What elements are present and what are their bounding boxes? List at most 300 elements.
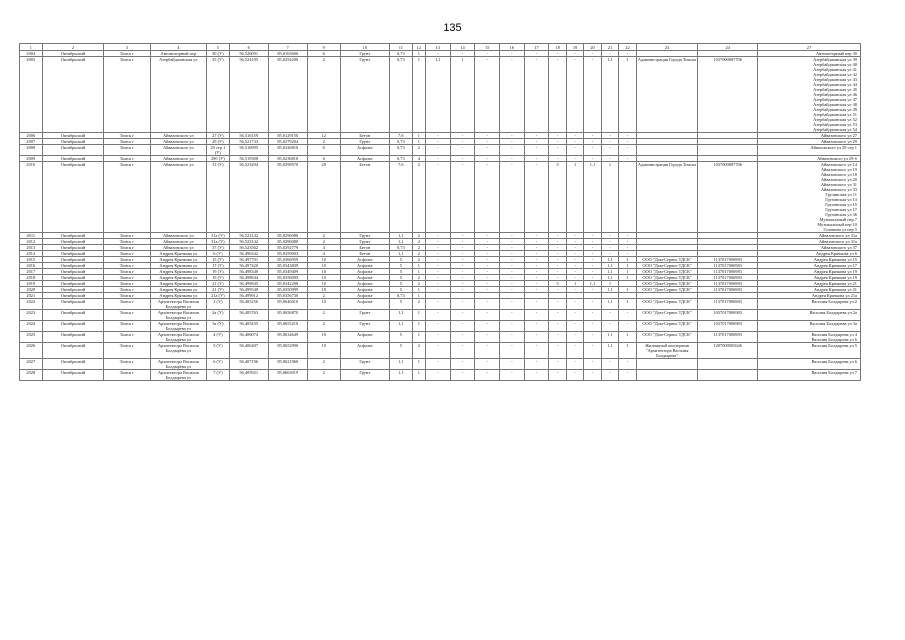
table-cell: Архитектора Василия Болдырева ул bbox=[150, 359, 207, 370]
table-cell: - bbox=[500, 139, 525, 145]
table-cell: - bbox=[549, 145, 566, 156]
table-cell bbox=[698, 145, 758, 156]
table-cell: Бетон bbox=[340, 245, 389, 251]
table-cell: 2 bbox=[412, 281, 425, 287]
table-cell: 2025 bbox=[20, 332, 43, 343]
column-header: 12 bbox=[412, 44, 425, 51]
table-cell: Асфальт bbox=[340, 332, 389, 343]
table-cell: Асфальт bbox=[340, 263, 389, 269]
table-cell: Архитектора Василия Болдырева ул bbox=[150, 343, 207, 359]
table-cell: 56,499540 bbox=[229, 287, 268, 293]
table-cell: - bbox=[619, 370, 636, 381]
table-cell: 2021 bbox=[20, 293, 43, 299]
table-cell: - bbox=[524, 257, 549, 263]
table-cell: 85,0655210 bbox=[268, 321, 307, 332]
table-cell: - bbox=[549, 57, 566, 133]
table-cell: Октябрьский bbox=[42, 239, 104, 245]
table-cell: 2015 bbox=[20, 257, 43, 263]
table-cell: - bbox=[524, 245, 549, 251]
table-cell: - bbox=[524, 239, 549, 245]
table-cell: - bbox=[584, 139, 601, 145]
table-cell: - bbox=[524, 370, 549, 381]
table-cell: 1,1 bbox=[390, 370, 413, 381]
table-cell: Андрея Крячкова ул 6 bbox=[758, 251, 861, 257]
table-cell: Грунт bbox=[340, 233, 389, 239]
table-cell: 1 bbox=[619, 257, 636, 263]
table-cell: 1,1 bbox=[584, 162, 601, 233]
table-cell: Айвазовского ул bbox=[150, 133, 207, 139]
table-cell: - bbox=[475, 57, 500, 133]
table-cell: 85,0663019 bbox=[268, 370, 307, 381]
table-cell: Асфальт bbox=[340, 156, 389, 162]
table-cell: ООО "Дом-Сервис ТДСК" bbox=[636, 287, 698, 293]
column-header: 19 bbox=[566, 44, 583, 51]
table-cell: Автомоторный пер bbox=[150, 51, 207, 57]
table-cell: - bbox=[426, 321, 451, 332]
table-cell: 29 (У) bbox=[207, 139, 230, 145]
table-cell: - bbox=[426, 145, 451, 156]
column-header: 21 bbox=[601, 44, 618, 51]
column-header: 15 bbox=[475, 44, 500, 51]
table-cell: 1,1 bbox=[601, 269, 618, 275]
table-cell: Андрея Крячкова ул bbox=[150, 293, 207, 299]
table-cell: - bbox=[500, 310, 525, 321]
table-cell: Андрея Крячкова ул bbox=[150, 275, 207, 281]
table-cell: 1137017006983 bbox=[698, 299, 758, 310]
table-cell: - bbox=[500, 57, 525, 133]
table-cell: 1 bbox=[412, 359, 425, 370]
table-cell: - bbox=[500, 275, 525, 281]
table-cell: 6 (У) bbox=[207, 251, 230, 257]
table-cell: - bbox=[619, 239, 636, 245]
table-cell: 2011 bbox=[20, 233, 43, 239]
table-cell: 2020 bbox=[20, 287, 43, 293]
table-cell: 56,498844 bbox=[229, 275, 268, 281]
table-cell: - bbox=[500, 287, 525, 293]
table-cell: 56,519308 bbox=[229, 156, 268, 162]
table-cell: 1,1 bbox=[390, 321, 413, 332]
table-cell: Октябрьский bbox=[42, 321, 104, 332]
table-cell: - bbox=[426, 269, 451, 275]
table-cell: Томск г bbox=[104, 310, 150, 321]
table-cell: - bbox=[426, 332, 451, 343]
table-cell: Андрея Крячкова ул bbox=[150, 263, 207, 269]
table-cell: - bbox=[450, 332, 475, 343]
table-cell: 10 bbox=[307, 275, 340, 281]
table-cell: Василия Болдырева ул 5 bbox=[758, 343, 861, 359]
table-cell: 1137017006983 bbox=[698, 263, 758, 269]
table-cell: Октябрьский bbox=[42, 251, 104, 257]
table-cell: - bbox=[549, 257, 566, 263]
table-cell: Андрея Крячкова ул 21 bbox=[758, 281, 861, 287]
table-cell: Андрея Крячкова ул 21а bbox=[758, 293, 861, 299]
table-cell: Томск г bbox=[104, 263, 150, 269]
table-cell: - bbox=[524, 263, 549, 269]
table-cell: 85,0621960 bbox=[268, 359, 307, 370]
table-cell: Октябрьский bbox=[42, 370, 104, 381]
table-cell: - bbox=[426, 245, 451, 251]
table-cell: Октябрьский bbox=[42, 139, 104, 145]
table-cell: - bbox=[426, 287, 451, 293]
table-cell: 2026 bbox=[20, 343, 43, 359]
table-row bbox=[20, 359, 861, 370]
table-cell: 56,521733 bbox=[229, 139, 268, 145]
table-cell: 1 bbox=[412, 287, 425, 293]
table-cell: 1 bbox=[619, 57, 636, 133]
table-cell: Томск г bbox=[104, 57, 150, 133]
table-cell: Асфальт bbox=[340, 257, 389, 263]
table-cell: - bbox=[500, 145, 525, 156]
table-cell: 2 bbox=[412, 257, 425, 263]
table-cell: Айвазовского ул bbox=[150, 233, 207, 239]
table-cell: 29 стр 1 (У) bbox=[207, 145, 230, 156]
table-cell: 1 bbox=[601, 162, 618, 233]
table-cell: 2 bbox=[412, 233, 425, 239]
table-cell: 1,1 bbox=[601, 343, 618, 359]
table-cell: 2 bbox=[412, 275, 425, 281]
table-cell: - bbox=[500, 281, 525, 287]
table-cell: - bbox=[450, 162, 475, 233]
table-cell: 56,405921 bbox=[229, 370, 268, 381]
table-cell: Томск г bbox=[104, 293, 150, 299]
table-cell: 6 bbox=[307, 156, 340, 162]
column-header: 5 bbox=[207, 44, 230, 51]
table-cell: 1037000087706 bbox=[698, 162, 758, 233]
table-cell: - bbox=[566, 239, 583, 245]
table-cell: - bbox=[601, 239, 618, 245]
table-cell: Айвазовского ул bbox=[150, 162, 207, 233]
table-cell: 1 bbox=[412, 51, 425, 57]
table-cell: 21 (У) bbox=[207, 287, 230, 293]
table-cell: 1 bbox=[619, 343, 636, 359]
table-cell: - bbox=[500, 370, 525, 381]
table-cell: 0,73 bbox=[390, 139, 413, 145]
table-cell: - bbox=[566, 299, 583, 310]
table-cell: 56,496342 bbox=[229, 251, 268, 257]
table-cell: - bbox=[619, 156, 636, 162]
table-cell: 1,1 bbox=[601, 275, 618, 281]
table-cell: Октябрьский bbox=[42, 133, 104, 139]
table-cell: - bbox=[450, 343, 475, 359]
table-cell: Архитектора Василия Болдырева ул bbox=[150, 321, 207, 332]
table-cell: - bbox=[524, 275, 549, 281]
table-cell: - bbox=[426, 51, 451, 57]
table-cell: - bbox=[601, 359, 618, 370]
table-cell: Асфальт bbox=[340, 293, 389, 299]
table-cell: 85,0366959 bbox=[268, 257, 307, 263]
table-cell: Архитектора Василия Болдырева ул bbox=[150, 310, 207, 321]
table-cell: - bbox=[450, 239, 475, 245]
table-cell: ООО "Дом-Сервис ТДСК" bbox=[636, 332, 698, 343]
table-cell: 6 bbox=[307, 145, 340, 156]
table-cell: 2 bbox=[307, 139, 340, 145]
table-cell: Айвазовского ул 29 стр 1 bbox=[758, 145, 861, 156]
table-cell: - bbox=[524, 359, 549, 370]
table-cell: - bbox=[584, 245, 601, 251]
table-row bbox=[20, 321, 861, 332]
table-cell: Томск г bbox=[104, 269, 150, 275]
table-cell: Томск г bbox=[104, 139, 150, 145]
table-cell: - bbox=[426, 299, 451, 310]
table-cell: 17 (У) bbox=[207, 263, 230, 269]
table-cell: 1,1 bbox=[601, 263, 618, 269]
table-cell: - bbox=[601, 145, 618, 156]
table-cell: 2а (У) bbox=[207, 310, 230, 321]
table-cell: - bbox=[549, 275, 566, 281]
table-cell: - bbox=[524, 57, 549, 133]
table-cell: - bbox=[566, 251, 583, 257]
table-cell: Октябрьский bbox=[42, 245, 104, 251]
table-cell: - bbox=[584, 275, 601, 281]
table-cell: - bbox=[524, 343, 549, 359]
table-cell: Октябрьский bbox=[42, 343, 104, 359]
table-cell: 1037017006983 bbox=[698, 310, 758, 321]
table-cell: 2 bbox=[412, 245, 425, 251]
table-cell: 37 (У) bbox=[207, 245, 230, 251]
table-cell: 2 bbox=[307, 239, 340, 245]
table-cell: - bbox=[549, 287, 566, 293]
table-cell: - bbox=[426, 251, 451, 257]
table-cell: Василия Болдырева ул 7 bbox=[758, 370, 861, 381]
table-cell: 4 bbox=[412, 156, 425, 162]
table-cell: - bbox=[475, 51, 500, 57]
table-cell: 2 bbox=[307, 293, 340, 299]
table-cell: 1037017006983 bbox=[698, 321, 758, 332]
table-cell: Бетон bbox=[340, 133, 389, 139]
table-cell: 10 bbox=[307, 257, 340, 263]
table-cell: - bbox=[450, 359, 475, 370]
column-header: 11 bbox=[390, 44, 413, 51]
table-cell: 1 bbox=[619, 299, 636, 310]
table-cell: - bbox=[500, 257, 525, 263]
table-cell: Томск г bbox=[104, 359, 150, 370]
table-cell: - bbox=[584, 263, 601, 269]
table-cell: 56,499845 bbox=[229, 281, 268, 287]
table-cell: - bbox=[475, 139, 500, 145]
table-cell: 56,516159 bbox=[229, 133, 268, 139]
table-cell: 1 bbox=[412, 263, 425, 269]
table-row bbox=[20, 343, 861, 359]
table-cell: 2006 bbox=[20, 133, 43, 139]
table-cell: - bbox=[524, 145, 549, 156]
table-cell: - bbox=[584, 145, 601, 156]
table-cell: - bbox=[549, 233, 566, 239]
table-cell: ООО "Дом-Сервис ТДСК" bbox=[636, 321, 698, 332]
table-cell: Администрация Города Томска bbox=[636, 57, 698, 133]
table-cell: - bbox=[426, 370, 451, 381]
table-cell: 1137017006983 bbox=[698, 287, 758, 293]
table-cell: Октябрьский bbox=[42, 299, 104, 310]
table-cell: Октябрьский bbox=[42, 51, 104, 57]
table-row bbox=[20, 370, 861, 381]
table-cell: Томск г bbox=[104, 321, 150, 332]
table-cell: 85,0656870 bbox=[268, 310, 307, 321]
table-cell: 85,0279204 bbox=[268, 139, 307, 145]
table-cell: - bbox=[500, 359, 525, 370]
table-cell: 1137017006983 bbox=[698, 257, 758, 263]
table-cell: Томск г bbox=[104, 343, 150, 359]
table-cell: 0,73 bbox=[390, 293, 413, 299]
table-cell: 56,524195 bbox=[229, 57, 268, 133]
table-cell: - bbox=[619, 321, 636, 332]
table-cell: 56,523204 bbox=[229, 162, 268, 233]
table-cell: - bbox=[450, 257, 475, 263]
table-cell: - bbox=[619, 359, 636, 370]
table-cell: 56,405435 bbox=[229, 321, 268, 332]
table-cell: Томск г bbox=[104, 51, 150, 57]
table-cell: 27 (У) bbox=[207, 133, 230, 139]
table-cell: - bbox=[426, 133, 451, 139]
table-cell: 1,1 bbox=[601, 57, 618, 133]
table-cell: 0,73 bbox=[390, 145, 413, 156]
column-header: 23 bbox=[636, 44, 698, 51]
table-cell: 1137017006983 bbox=[698, 332, 758, 343]
table-cell: - bbox=[549, 51, 566, 57]
table-cell: - bbox=[549, 263, 566, 269]
table-cell: 5 bbox=[390, 275, 413, 281]
table-cell: 1,1 bbox=[601, 299, 618, 310]
table-cell: - bbox=[584, 233, 601, 239]
table-cell: 10 bbox=[307, 269, 340, 275]
table-cell: 10 bbox=[307, 281, 340, 287]
table-cell: - bbox=[450, 133, 475, 139]
table-cell: 56,516995 bbox=[229, 145, 268, 156]
table-cell: 56,406074 bbox=[229, 332, 268, 343]
table-cell: 20 bbox=[307, 162, 340, 233]
table-cell: 1 bbox=[412, 310, 425, 321]
table-cell: 31 (У) bbox=[207, 162, 230, 233]
table-cell: 0,73 bbox=[390, 51, 413, 57]
table-cell: - bbox=[549, 299, 566, 310]
column-header: 17 bbox=[524, 44, 549, 51]
table-cell: Азербайджанская ул bbox=[150, 57, 207, 133]
table-cell: 10 bbox=[307, 332, 340, 343]
table-cell: 5 bbox=[390, 281, 413, 287]
table-cell: 1 bbox=[619, 275, 636, 281]
column-header: 2 bbox=[42, 44, 104, 51]
table-cell: 85,0326810 bbox=[268, 145, 307, 156]
table-cell: 2 bbox=[307, 321, 340, 332]
table-cell: 4 bbox=[307, 251, 340, 257]
table-cell: Андрея Крячкова ул 17 bbox=[758, 263, 861, 269]
table-cell bbox=[636, 145, 698, 156]
table-cell: - bbox=[584, 310, 601, 321]
table-cell: 10 bbox=[307, 343, 340, 359]
table-cell: 2022 bbox=[20, 299, 43, 310]
table-cell: Администрация Города Томска bbox=[636, 162, 698, 233]
table-cell: - bbox=[584, 156, 601, 162]
header-row bbox=[20, 44, 861, 51]
table-cell: Октябрьский bbox=[42, 162, 104, 233]
table-cell: - bbox=[426, 275, 451, 281]
table-cell: Азербайджанская ул 39 Азербайджанская ул 40 Азербайджанская ул 41 Азербайджанская ул 42 Азербайджанская ул 43 Азербайджанская ул 44 Азербайджанская ул 45 Азербайджанская ул 46 Азербайджанская ул 47 Азербайджанская ул 48 Азербайджанская ул 49 Азербайджанская ул 51 Азербайджанская ул 52 Азербайджанская ул 53 Азербайджанская ул 54 bbox=[758, 57, 861, 133]
table-cell: ООО "Дом-Сервис ТДСК" bbox=[636, 275, 698, 281]
column-header: 4 bbox=[150, 44, 207, 51]
table-cell: 1 bbox=[619, 287, 636, 293]
table-cell: 0,73 bbox=[390, 57, 413, 133]
table-cell: 5 bbox=[390, 269, 413, 275]
table-cell: 2007 bbox=[20, 139, 43, 145]
table-cell: 56,405256 bbox=[229, 299, 268, 310]
table-cell: Бетон bbox=[340, 251, 389, 257]
table-cell: - bbox=[426, 263, 451, 269]
table-cell: Томск г bbox=[104, 275, 150, 281]
table-cell: - bbox=[475, 269, 500, 275]
table-cell: - bbox=[426, 233, 451, 239]
table-cell: 19 (У) bbox=[207, 269, 230, 275]
table-cell: 85,0359003 bbox=[268, 251, 307, 257]
table-cell: 2 bbox=[412, 343, 425, 359]
table-cell: - bbox=[475, 281, 500, 287]
table-cell: 2008 bbox=[20, 145, 43, 156]
table-cell: Андрея Крячкова ул bbox=[150, 257, 207, 263]
table-cell: - bbox=[450, 310, 475, 321]
table-cell: 85,0236810 bbox=[268, 156, 307, 162]
table-cell: 1137017006983 bbox=[698, 275, 758, 281]
column-header: 6 bbox=[229, 44, 268, 51]
table-cell: 1,1 bbox=[426, 57, 451, 133]
table-cell: 1,1 bbox=[390, 310, 413, 321]
table-cell: Томск г bbox=[104, 133, 150, 139]
table-cell: - bbox=[549, 239, 566, 245]
column-header: 24 bbox=[698, 44, 758, 51]
table-cell: 2012 bbox=[20, 239, 43, 245]
table-cell: - bbox=[566, 321, 583, 332]
table-cell: Жилищный кооператив "Архитектора Василия Болдырева" bbox=[636, 343, 698, 359]
table-cell: - bbox=[426, 281, 451, 287]
table-cell: Андрея Крячкова ул 21 bbox=[758, 287, 861, 293]
table-cell: Василия Болдырева ул 2 bbox=[758, 299, 861, 310]
table-cell: - bbox=[475, 133, 500, 139]
table-cell: 5 bbox=[390, 299, 413, 310]
table-cell: 3а (У) bbox=[207, 321, 230, 332]
table-cell: 1137017006983 bbox=[698, 269, 758, 275]
table-cell: - bbox=[500, 343, 525, 359]
table-cell: - bbox=[450, 251, 475, 257]
table-cell: ООО "Дом-Сервис ТДСК" bbox=[636, 310, 698, 321]
table-cell: - bbox=[619, 251, 636, 257]
table-cell: - bbox=[524, 332, 549, 343]
table-cell: 2 bbox=[307, 310, 340, 321]
table-cell: 2009 bbox=[20, 156, 43, 162]
table-cell: - bbox=[566, 370, 583, 381]
table-cell: - bbox=[426, 156, 451, 162]
table-cell: 1 bbox=[412, 133, 425, 139]
table-cell: Андрея Крячкова ул bbox=[150, 269, 207, 275]
table-cell: 4 bbox=[307, 245, 340, 251]
table-cell: - bbox=[584, 332, 601, 343]
table-cell: - bbox=[524, 269, 549, 275]
table-cell: - bbox=[584, 269, 601, 275]
table-cell: Октябрьский bbox=[42, 359, 104, 370]
table-cell: - bbox=[500, 239, 525, 245]
table-cell: - bbox=[450, 156, 475, 162]
table-cell: 85,0292779 bbox=[268, 245, 307, 251]
table-cell: 1 bbox=[566, 162, 583, 233]
table-cell: Андрея Крячкова ул 19 bbox=[758, 275, 861, 281]
column-header: 18 bbox=[549, 44, 566, 51]
table-cell: 29б (У) bbox=[207, 156, 230, 162]
table-cell: Томск г bbox=[104, 281, 150, 287]
table-cell: - bbox=[524, 251, 549, 257]
table-cell: 21 (У) bbox=[207, 281, 230, 287]
table-cell: 2 bbox=[307, 359, 340, 370]
table-cell: - bbox=[584, 321, 601, 332]
table-cell: Октябрьский bbox=[42, 57, 104, 133]
table-cell: Грунт bbox=[340, 239, 389, 245]
table-cell: Грунт bbox=[340, 359, 389, 370]
table-cell: - bbox=[450, 321, 475, 332]
